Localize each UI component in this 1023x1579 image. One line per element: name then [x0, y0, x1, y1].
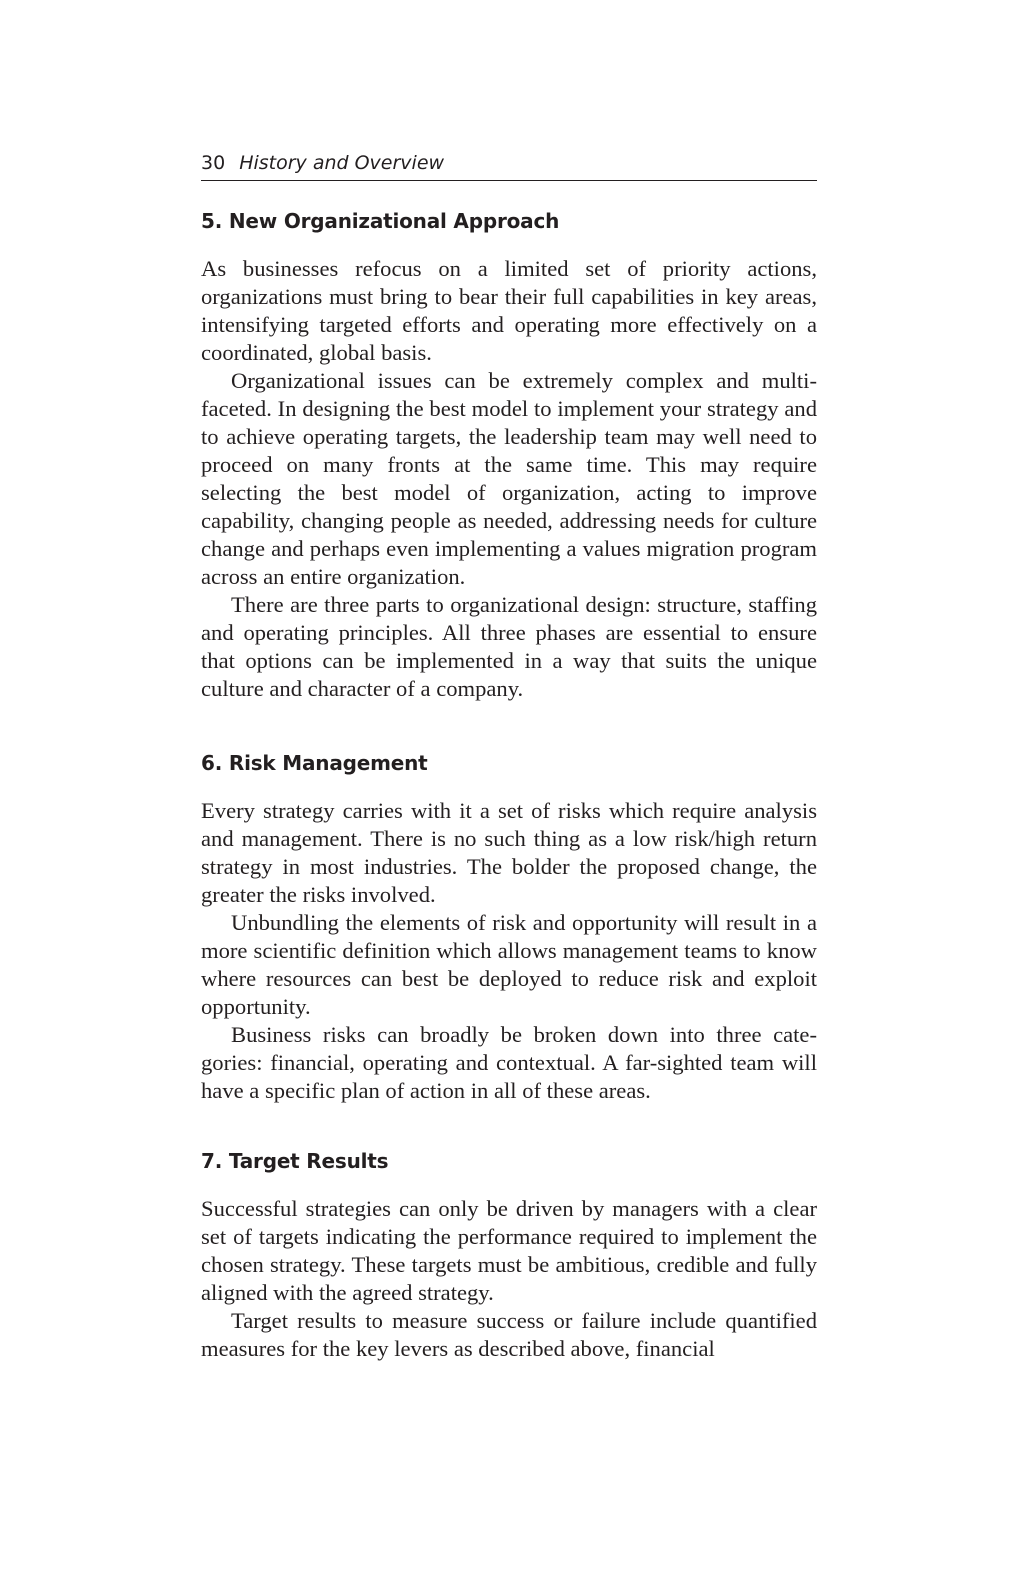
section-heading: 6. Risk Management — [201, 751, 428, 775]
section-target-results — [201, 1148, 817, 1363]
paragraph: As businesses refocus on a limited set of priority actions, organizations must bring to bear their full capabilities in key areas, intensifying targeted efforts and operating more effectively on a coordinated, global basis. — [201, 256, 817, 365]
section-heading: 7. Target Results — [201, 1149, 389, 1173]
paragraph: Successful strategies can only be driven by managers with a clear set of targets indicating the performance required to implement the chosen strategy. These targets must be ambitious, credible and fully aligned with the agreed strategy. — [201, 1196, 817, 1305]
running-head-title: History and Overview — [239, 152, 445, 174]
running-head — [201, 150, 817, 181]
section-body — [201, 255, 817, 703]
paragraph: There are three parts to organizational design: structure, staffing and operating principles. All three phases are essential to ensure that options can be implemented in a way that suits the unique culture and character of a company. — [201, 592, 817, 701]
paragraph: Every strategy carries with it a set of risks which require analysis and management. There is no such thing as a low risk/high return strategy in most industries. The bolder the proposed change, the greater the risks involved. — [201, 798, 817, 907]
section-new-organizational-approach — [201, 208, 817, 703]
paragraph: Organizational issues can be extremely complex and multifaceted. In designing the best model to implement your strategy and to achieve operating targets, the leadership team may well need to proceed on many fronts at the same time. This may require selecting the best model of organization, acting to improve capability, changing people as needed, addressing needs for culture change and perhaps even implementing a values migration program across an entire organization. — [201, 368, 817, 589]
section-body — [201, 797, 817, 1105]
paragraph: Target results to measure success or failure include quantified measures for the key levers as described above, financial — [201, 1308, 817, 1361]
section-body — [201, 1195, 817, 1363]
paragraph: Unbundling the elements of risk and opportunity will result in a more scientific definition which allows management teams to know where resources can best be deployed to reduce risk and exploit opportunity. — [201, 910, 817, 1019]
page-number: 30 — [201, 152, 226, 174]
paragraph: Business risks can broadly be broken down into three categories: financial, operating and contextual. A far-sighted team will have a specific plan of action in all of these areas. — [201, 1022, 817, 1103]
section-heading: 5. New Organizational Approach — [201, 209, 560, 233]
section-risk-management — [201, 750, 817, 1105]
